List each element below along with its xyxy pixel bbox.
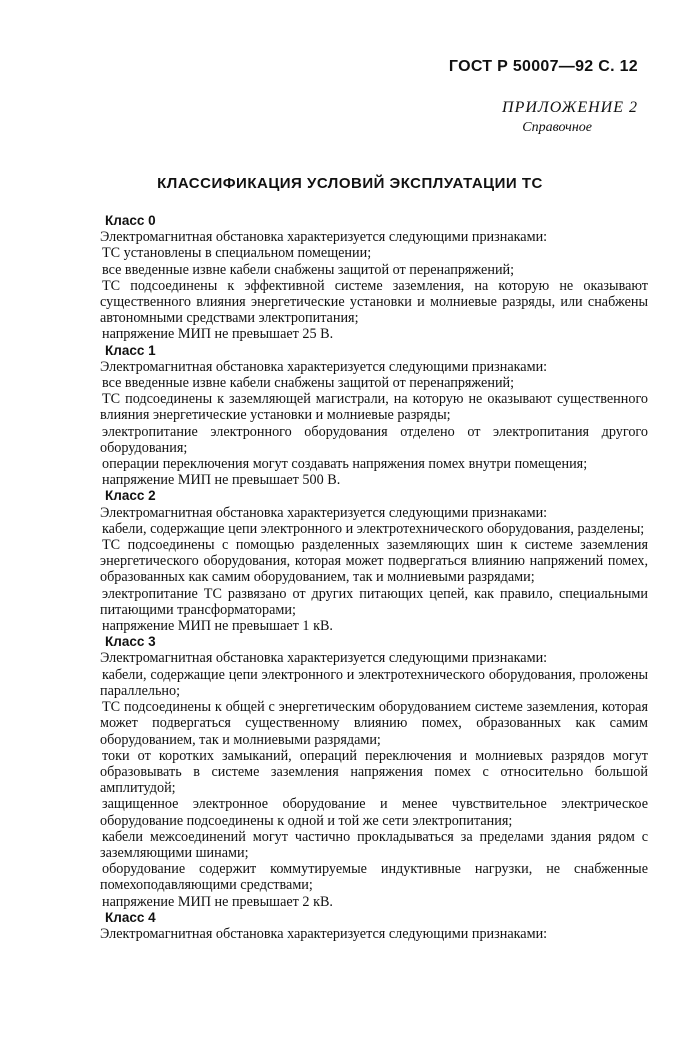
paragraph: ТС подсоединены к заземляющей магистрали, на которую не оказывают существенного влияния энергетические установки и молниевые разряды; [100, 391, 648, 424]
paragraph: все введенные извне кабели снабжены защитой от перенапряжений; [102, 375, 515, 392]
paragraph: кабели межсоединений могут частично прокладываться за пределами здания рядом с заземляющими шинами; [100, 828, 648, 861]
paragraph: токи от коротких замыканий, операций переключения и молниевых разрядов могут образовывать в системе заземления напряжения помех с относительно большой амплитудой; [100, 747, 648, 797]
paragraph: напряжение МИП не превышает 1 кВ. [102, 618, 333, 635]
appendix-title: ПРИЛОЖЕНИЕ 2 [502, 99, 638, 116]
class-heading: Класс 2 [105, 488, 156, 504]
paragraph: Электромагнитная обстановка характеризуется следующими признаками: [100, 925, 548, 942]
classification-body [100, 213, 648, 942]
paragraph: Электромагнитная обстановка характеризуется следующими признаками: [100, 229, 548, 246]
class-heading: Класс 1 [105, 342, 156, 358]
appendix-type: Справочное [522, 120, 592, 135]
page-title: КЛАССИФИКАЦИЯ УСЛОВИЙ ЭКСПЛУАТАЦИИ ТС [157, 175, 543, 192]
paragraph: электропитание ТС развязано от других питающих цепей, как правило, специальными питающими трансформаторами; [100, 585, 648, 618]
paragraph: Электромагнитная обстановка характеризуется следующими признаками: [100, 504, 548, 521]
paragraph: ТС подсоединены к эффективной системе заземления, на которую не оказывают существенного влияния энергетические установки и молниевые разряды, или снабжены автономными средствами электропитания; [100, 277, 648, 327]
paragraph: кабели, содержащие цепи электронного и электротехнического оборудования, проложены параллельно; [100, 666, 648, 699]
paragraph: Электромагнитная обстановка характеризуется следующими признаками: [100, 650, 548, 667]
paragraph: ТС установлены в специальном помещении; [102, 245, 372, 262]
paragraph: кабели, содержащие цепи электронного и электротехнического оборудования, разделены; [102, 520, 645, 537]
paragraph: оборудование содержит коммутируемые индуктивные нагрузки, не снабженные помехоподавляющими средствами; [100, 861, 648, 894]
standard-reference: ГОСТ Р 50007—92 С. 12 [448, 58, 638, 75]
paragraph: Электромагнитная обстановка характеризуется следующими признаками: [100, 358, 548, 375]
paragraph: напряжение МИП не превышает 500 В. [102, 472, 341, 489]
paragraph: все введенные извне кабели снабжены защитой от перенапряжений; [102, 261, 515, 278]
paragraph: ТС подсоединены к общей с энергетическим оборудованием системе заземления, которая может подвергаться существенному влиянию помех, образованных как самим оборудованием, так и молниевыми разрядами; [100, 699, 648, 748]
class-heading: Класс 0 [105, 213, 156, 228]
class-section [100, 488, 648, 634]
paragraph: напряжение МИП не превышает 2 кВ. [102, 893, 333, 910]
class-heading: Класс 3 [105, 634, 156, 650]
class-section [100, 213, 648, 343]
paragraph: операции переключения могут создавать напряжения помех внутри помещения; [102, 456, 588, 473]
class-heading: Класс 4 [105, 909, 156, 925]
class-section [100, 343, 648, 489]
paragraph: электропитание электронного оборудования отделено от электропитания другого оборудования; [100, 423, 648, 456]
class-section [100, 634, 648, 909]
paragraph: напряжение МИП не превышает 25 В. [102, 326, 334, 343]
paragraph: защищенное электронное оборудование и менее чувствительное электрическое оборудование подсоединены к одной и той же сети электропитания; [100, 796, 648, 829]
class-section [100, 910, 648, 942]
paragraph: ТС подсоединены с помощью разделенных заземляющих шин к системе заземления энергетического оборудования, которая может подвергаться влиянию напряжений помех, образованных как самим оборудованием, так и молниевыми разрядами; [100, 537, 648, 586]
